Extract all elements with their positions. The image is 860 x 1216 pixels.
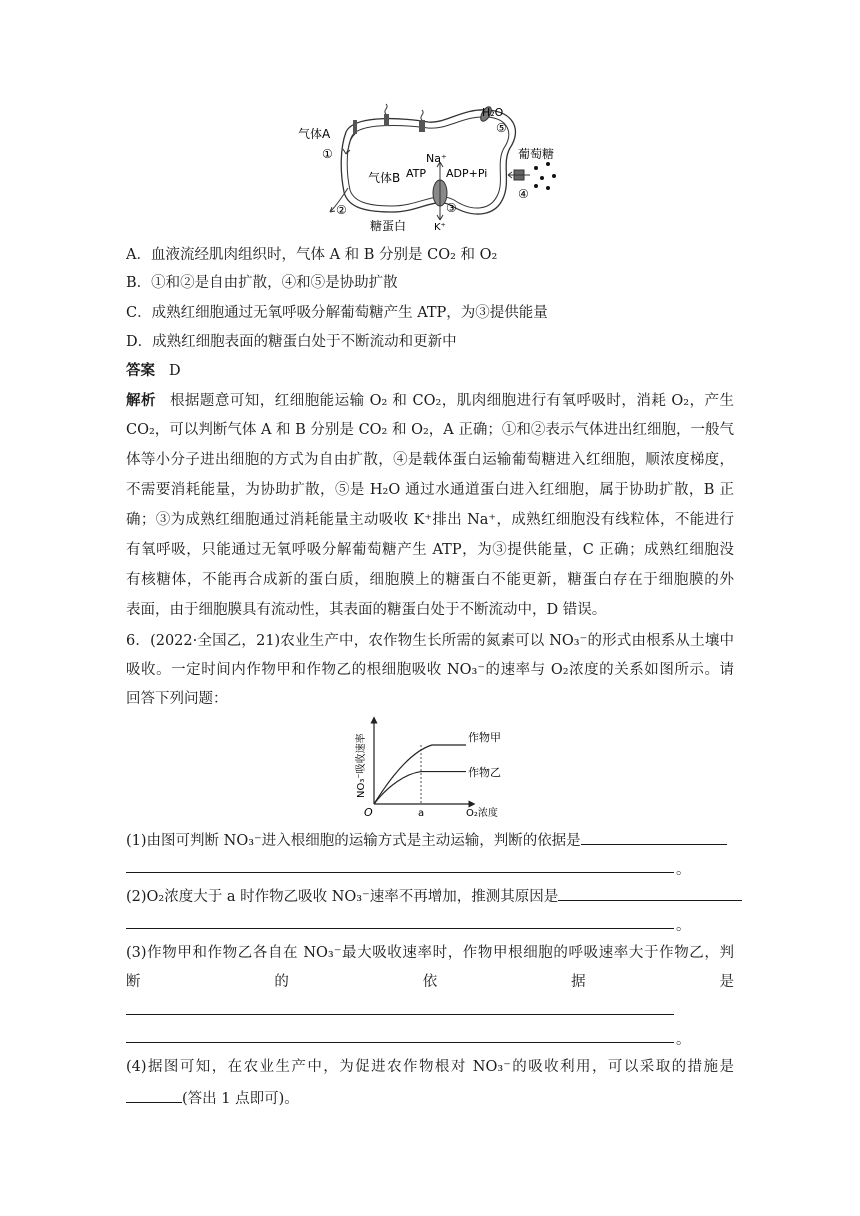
answer-line: [126, 362, 181, 380]
analysis-line-3: 体等小分子进出细胞的方式为自由扩散，④是载体蛋白运输葡萄糖进入红细胞，顺浓度梯度，: [126, 452, 734, 468]
label-glycoprotein: 糖蛋白: [370, 219, 407, 233]
q2-answer-line[interactable]: [126, 928, 674, 929]
analysis-line-4: 不需要消耗能量，为协助扩散，⑤是 H₂O 通过水通道蛋白进入红细胞，属于协助扩散，B 正: [126, 482, 734, 498]
q4-blank[interactable]: [126, 1088, 182, 1103]
q2-line: (2)O₂浓度大于 a 时作物乙吸收 NO₃⁻速率不再增加，推测其原因是: [126, 886, 742, 906]
origin-label: O: [364, 806, 373, 818]
absorption-rate-chart: [348, 716, 518, 818]
label-glucose: 葡萄糖: [518, 147, 555, 161]
glucose-molecules: [534, 162, 556, 190]
label-n2: ②: [336, 203, 347, 217]
analysis-line-2: CO₂，可以判断气体 A 和 B 分别是 CO₂ 和 O₂，A 正确；①和②表示气体进出红细胞，一般气: [126, 422, 734, 438]
q2-blank[interactable]: [558, 886, 742, 901]
label-k: K⁺: [434, 222, 446, 233]
label-atp: ATP: [406, 167, 427, 180]
rbc-transport-diagram: [296, 100, 568, 236]
analysis-line-5: 确；③为成熟红细胞通过消耗能量主动吸收 K⁺排出 Na⁺，成熟红细胞没有线粒体，不能进行: [126, 512, 734, 528]
option-a: A．血液流经肌肉组织时，气体 A 和 B 分别是 CO₂ 和 O₂: [126, 247, 498, 263]
label-gas-b: 气体B: [368, 171, 401, 185]
analysis-label: 解析: [126, 392, 156, 409]
q4-line-2: (答出 1 点即可)。: [126, 1088, 299, 1108]
q3-answer-line-2[interactable]: [126, 1042, 674, 1043]
q3-period: 。: [676, 1032, 691, 1048]
x-axis-label: O₂浓度: [466, 808, 498, 818]
gas-a-marker: [343, 120, 357, 154]
q4-line-1: (4)据图可知，在农业生产中，为促进农作物根对 NO₃⁻的吸收利用，可以采取的措施是: [126, 1059, 734, 1075]
q6-line-3: 回答下列问题：: [126, 691, 228, 707]
answer-label: 答案: [126, 362, 155, 379]
option-b: B．①和②是自由扩散，④和⑤是协助扩散: [126, 275, 398, 291]
q3-answer-line-1[interactable]: [126, 1014, 674, 1015]
q1-answer-line[interactable]: [126, 872, 674, 873]
label-n4: ④: [518, 187, 529, 201]
x-tick-a: a: [418, 808, 425, 818]
q3-line-1: (3)作物甲和作物乙各自在 NO₃⁻最大吸收速率时，作物甲根细胞的呼吸速率大于作物乙，判: [126, 945, 734, 961]
option-d: D．成熟红细胞表面的糖蛋白处于不断流动和更新中: [126, 334, 457, 350]
q1-period: 。: [676, 862, 691, 878]
q2-period: 。: [676, 918, 691, 934]
answer-value: D: [169, 363, 181, 379]
label-n5: ⑤: [496, 121, 507, 135]
analysis-line-6: 有氧呼吸，只能通过无氧呼吸分解葡萄糖产生 ATP，为③提供能量，C 正确；成熟红细胞没: [126, 542, 734, 558]
q6-line-1: 6．(2022·全国乙，21)农业生产中，农作物生长所需的氮素可以 NO₃⁻的形式由根系从土壤中: [126, 633, 734, 649]
label-adp: ADP+Pi: [446, 167, 488, 180]
series-jia-label: 作物甲: [468, 731, 501, 744]
analysis-line-7: 有核糖体，不能再合成新的蛋白质，细胞膜上的糖蛋白不能更新，糖蛋白存在于细胞膜的外: [126, 572, 734, 588]
label-gas-a: 气体A: [298, 127, 331, 141]
q1-line: (1)由图可判断 NO₃⁻进入根细胞的运输方式是主动运输，判断的依据是: [126, 830, 727, 850]
na-k-pump: [433, 162, 447, 220]
series-jia-line: [374, 745, 466, 804]
glucose-carrier: [508, 170, 530, 180]
analysis-line-8: 表面，由于细胞膜具有流动性，其表面的糖蛋白处于不断流动中，D 错误。: [126, 602, 607, 618]
glycoprotein-1: [384, 104, 389, 126]
q3-line-2: 断 的 依 据 是: [126, 974, 734, 990]
option-c: C．成熟红细胞通过无氧呼吸分解葡萄糖产生 ATP，为③提供能量: [126, 305, 548, 321]
label-n1: ①: [322, 147, 333, 161]
analysis-line-1: 解析 根据题意可知，红细胞能运输 O₂ 和 CO₂，肌肉细胞进行有氧呼吸时，消耗 O₂，产生: [126, 392, 734, 409]
y-axis-label: NO₃⁻吸收速率: [356, 733, 367, 798]
q1-blank[interactable]: [581, 830, 727, 845]
label-na: Na⁺: [426, 152, 447, 165]
q6-line-2: 吸收。一定时间内作物甲和作物乙的根细胞吸收 NO₃⁻的速率与 O₂浓度的关系如图所示。请: [126, 662, 734, 678]
series-yi-line: [374, 772, 466, 804]
label-h2o: H₂O: [482, 106, 504, 119]
series-yi-label: 作物乙: [468, 766, 501, 779]
glycoprotein-2: [419, 110, 425, 132]
label-n3: ③: [446, 201, 457, 215]
